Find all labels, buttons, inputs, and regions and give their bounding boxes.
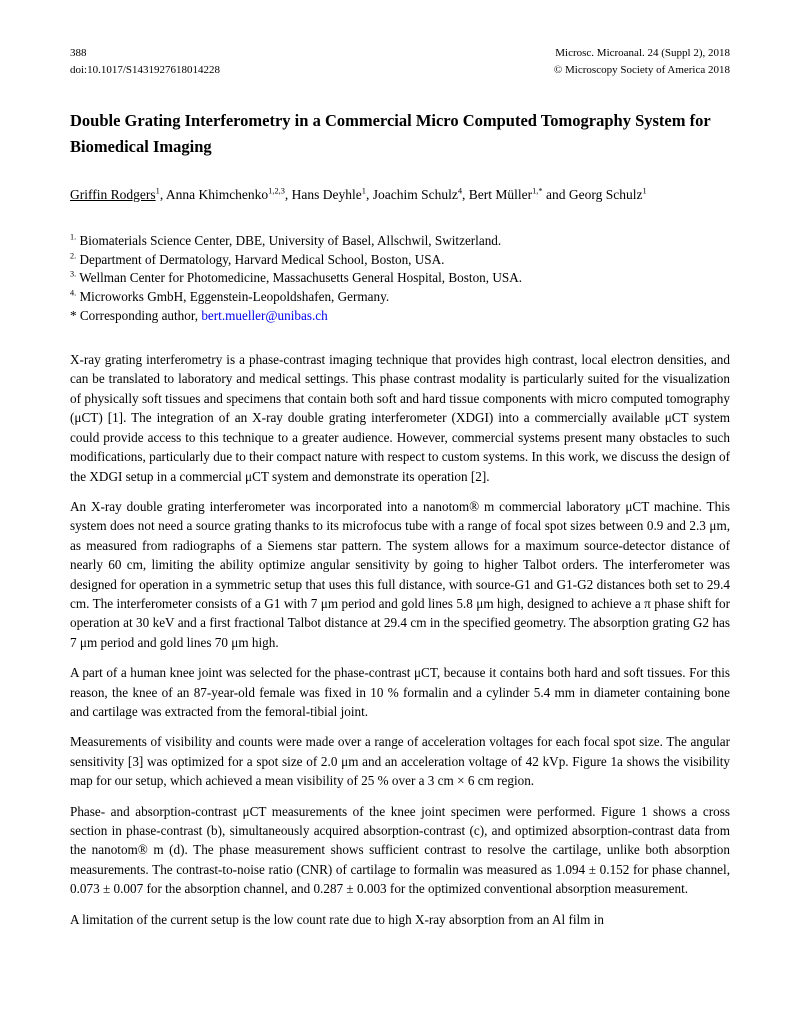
author xyxy=(469,187,569,202)
author-name: Bert Müller xyxy=(468,186,533,202)
corresponding-author-line xyxy=(70,307,730,326)
page-number: 388 xyxy=(70,47,87,59)
author-name: Georg Schulz xyxy=(568,186,643,202)
author-affiliation-sup: 1,* xyxy=(532,186,543,196)
author-affiliation-sup: 1 xyxy=(155,186,160,196)
affiliation-marker: 2. xyxy=(70,251,77,261)
header-left xyxy=(70,45,220,78)
author-affiliation-sup: 1 xyxy=(642,186,647,196)
affiliation xyxy=(70,269,730,288)
author xyxy=(373,187,469,202)
author-list xyxy=(70,185,730,206)
author-name: Griffin Rodgers xyxy=(70,186,156,202)
doi: doi:10.1017/S1431927618014228 xyxy=(70,63,221,76)
author-separator: , xyxy=(365,186,373,202)
author xyxy=(70,187,166,202)
affiliation-text: Biomaterials Science Center, DBE, University of Basel, Allschwil, Switzerland. xyxy=(76,232,502,248)
affiliation-list xyxy=(70,232,730,326)
copyright-notice: © Microscopy Society of America 2018 xyxy=(553,63,730,76)
affiliation-marker: 1. xyxy=(70,232,77,242)
author-separator: , xyxy=(462,186,469,202)
header-right xyxy=(554,45,730,78)
affiliation-text: Department of Dermatology, Harvard Medical School, Boston, USA. xyxy=(76,251,445,267)
author-name: Joachim Schulz xyxy=(372,186,458,202)
author-affiliation-sup: 4 xyxy=(457,186,462,196)
author xyxy=(166,187,292,202)
body-paragraph: Measurements of visibility and counts were made over a range of acceleration voltages for each focal spot size. The angular sensitivity [3] was optimized for a spot size of 2.0 μm and an acceleration voltage of 42 kVp. Figure 1a shows the visibility map for our setup, which achieved a mean visibility of 25 % over a 3 cm × 6 cm region. xyxy=(70,734,730,789)
author-name: Anna Khimchenko xyxy=(165,186,269,202)
body-paragraph: Phase- and absorption-contrast μCT measurements of the knee joint specimen were performed. Figure 1 shows a cross section in phase-contrast (b), simultaneously acquired absorption-contrast (c), and optimized absorption-contrast data from the nanotom® m (d). The phase measurement shows sufficient contrast to resolve the cartilage, unlike both absorption measurements. The contrast-to-noise ratio (CNR) of cartilage to formalin was measured as 1.094 ± 0.152 for phase channel, 0.073 ± 0.007 for the absorption channel, and 0.287 ± 0.003 for the optimized conventional absorption measurement. xyxy=(70,803,730,897)
affiliation xyxy=(70,251,730,270)
author xyxy=(292,187,373,202)
author-separator: and xyxy=(542,186,569,202)
body-paragraph: X-ray grating interferometry is a phase-contrast imaging technique that provides high contrast, local electron densities, and can be translated to laboratory and medical settings. This phase contrast modality is particularly suited for the visualization of physically soft tissues and specimens that contain both soft and hard tissue components with micro computed tomography (μCT) [1]. The integration of an X-ray double grating interferometer (XDGI) into a commercially available μCT system could provide access to this technique to a greater audience. However, commercial systems present many obstacles to such modifications, particularly due to their compact nature with respect to custom systems. In this work, we discuss the design of the XDGI setup in a commercial μCT system and demonstrate its operation [2]. xyxy=(70,352,730,484)
paper-title: Double Grating Interferometry in a Commercial Micro Computed Tomography System for Biomedical Imaging xyxy=(70,111,711,157)
author-affiliation-sup: 1 xyxy=(361,186,366,196)
journal-citation: Microsc. Microanal. 24 (Suppl 2), 2018 xyxy=(555,47,730,59)
body-paragraph: A part of a human knee joint was selected for the phase-contrast μCT, because it contains both hard and soft tissues. For this reason, the knee of an 87-year-old female was fixed in 10 % formalin and a cylinder 5.4 mm in diameter containing bone and cartilage was extracted from the femoral-tibial joint. xyxy=(70,665,730,719)
author-affiliation-sup: 1,2,3 xyxy=(268,186,285,196)
page-header xyxy=(70,45,730,78)
affiliation xyxy=(70,288,730,307)
affiliation-marker: 3. xyxy=(70,270,77,280)
body-paragraph: An X-ray double grating interferometer was incorporated into a nanotom® m commercial laboratory μCT machine. This system does not need a source grating thanks to its microfocus tube with a range of focal spot sizes between 0.9 and 2.3 μm, as measured from radiographs of a Siemens star pattern. The system allows for a maximum source-detector distance of nearly 60 cm, limiting the ability optimize angular sensitivity by going to higher Talbot orders. The interferometer was designed for operation in a symmetric setup that uses this full distance, with source-G1 and G1-G2 distances both set to 29.4 cm. The interferometer consists of a G1 with 7 μm period and gold lines 5.8 μm high, designed to achieve a π phase shift for operation at 30 keV and a first fractional Talbot distance at 29.4 cm in the specified geometry. The absorption grating G2 has 7 μm period and gold lines 70 μm high. xyxy=(70,498,730,650)
corresponding-email-link[interactable]: bert.mueller@unibas.ch xyxy=(201,308,328,324)
body-paragraph: A limitation of the current setup is the low count rate due to high X-ray absorption from an Al film in xyxy=(70,911,604,927)
author-name: Hans Deyhle xyxy=(291,186,362,202)
affiliation-text: Microworks GmbH, Eggenstein-Leopoldshafen, Germany. xyxy=(76,289,390,305)
author-separator: , xyxy=(159,186,166,202)
affiliation xyxy=(70,232,730,251)
author-separator: , xyxy=(284,186,292,202)
affiliation-marker: 4. xyxy=(70,288,77,298)
author xyxy=(569,187,647,202)
affiliation-text: Wellman Center for Photomedicine, Massachusetts General Hospital, Boston, USA. xyxy=(76,270,523,286)
paper-body xyxy=(70,350,730,929)
corresponding-prefix: * Corresponding author, xyxy=(70,308,202,324)
